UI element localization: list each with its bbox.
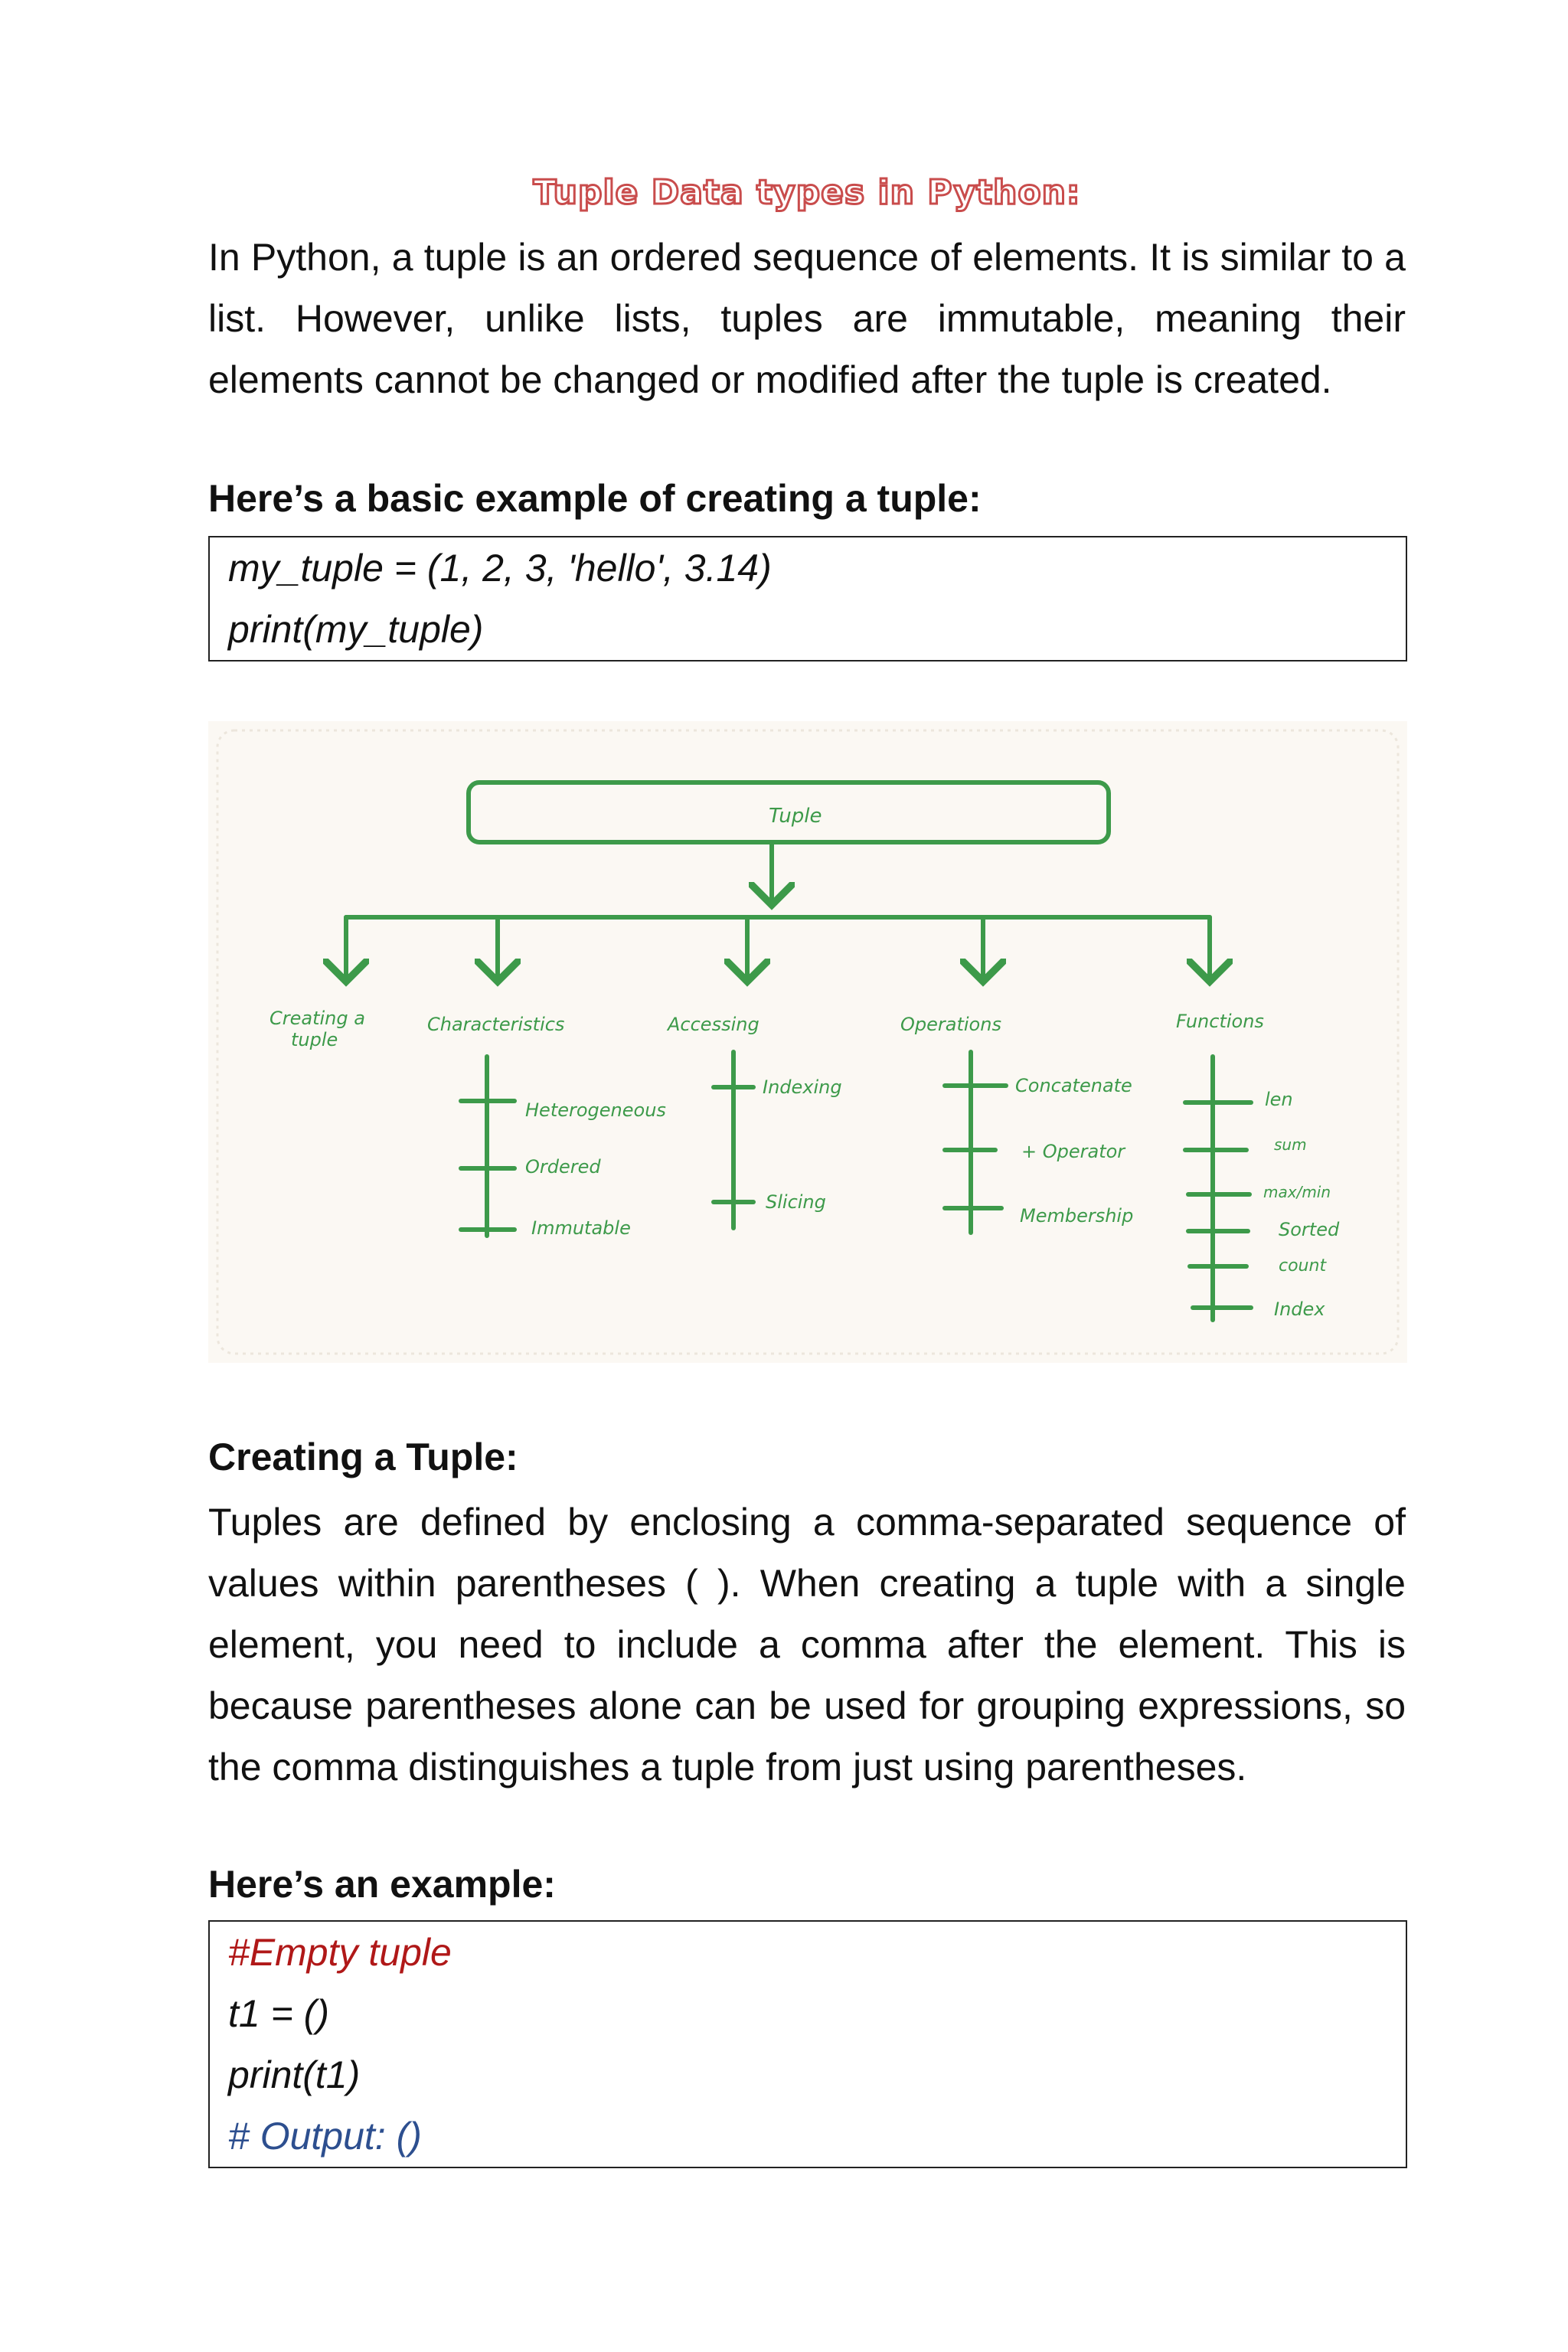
- tuple-mind-map: [208, 721, 1407, 1363]
- item-len: len: [1265, 1089, 1293, 1110]
- code-line: t1 = (): [228, 1992, 329, 2035]
- page-title: Tuple Data types in Python:: [533, 173, 1081, 212]
- item-membership: Membership: [1020, 1205, 1134, 1227]
- item-max-min: max/min: [1263, 1183, 1331, 1201]
- code-block-empty-tuple: [208, 1920, 1407, 2168]
- item-immutable: Immutable: [531, 1217, 631, 1239]
- code-line: print(my_tuple): [228, 608, 484, 651]
- item-sorted: Sorted: [1279, 1219, 1340, 1240]
- code-line: my_tuple = (1, 2, 3, 'hello', 3.14): [228, 547, 772, 590]
- item-slicing: Slicing: [766, 1191, 826, 1213]
- example-heading: Here’s a basic example of creating a tuple:: [208, 477, 982, 520]
- code-output-comment: # Output: (): [228, 2115, 422, 2158]
- code-line: print(t1): [228, 2053, 361, 2096]
- example2-heading: Here’s an example:: [208, 1863, 556, 1906]
- item-concatenate: Concatenate: [1015, 1075, 1132, 1096]
- node-characteristics: Characteristics: [427, 1014, 565, 1035]
- item-heterogeneous: Heterogeneous: [525, 1099, 666, 1121]
- item-ordered: Ordered: [525, 1156, 601, 1178]
- item-index: Index: [1274, 1298, 1325, 1320]
- node-creating-line2: tuple: [291, 1029, 338, 1050]
- node-accessing: Accessing: [668, 1014, 760, 1035]
- item-plus-operator: + Operator: [1021, 1141, 1125, 1162]
- node-operations: Operations: [900, 1014, 1001, 1035]
- item-count: count: [1279, 1256, 1327, 1276]
- section-paragraph: Tuples are defined by enclosing a comma-separated sequence of values within parentheses ( ). When creating a tuple with a single element, you need to include a comma after the element. This is because parentheses alone can be used for grouping expressions, so the comma distinguishes a tuple from just using parentheses.: [208, 1501, 1406, 1788]
- code-comment: #Empty tuple: [228, 1931, 452, 1974]
- intro-paragraph: In Python, a tuple is an ordered sequence of elements. It is similar to a list. However, unlike lists, tuples are immutable, meaning their elements cannot be changed or modified after the tuple is created.: [208, 236, 1406, 401]
- node-functions: Functions: [1176, 1011, 1264, 1032]
- section-heading: Creating a Tuple:: [208, 1436, 518, 1478]
- item-sum: sum: [1274, 1135, 1307, 1154]
- root-node-label: Tuple: [769, 805, 822, 828]
- code-block-basic: [208, 536, 1407, 662]
- node-creating-line1: Creating a: [270, 1008, 365, 1029]
- item-indexing: Indexing: [763, 1076, 842, 1098]
